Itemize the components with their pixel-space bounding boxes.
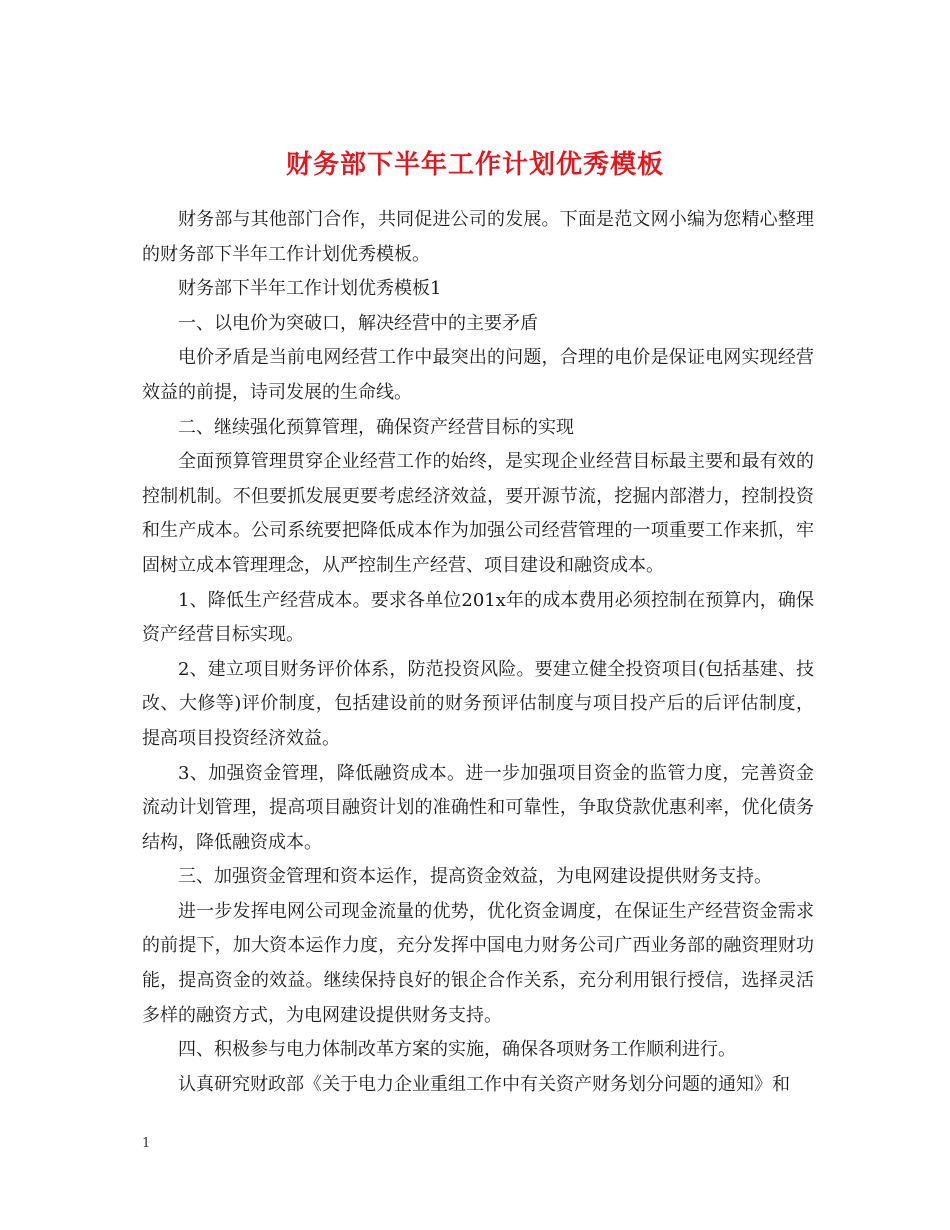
paragraph: 全面预算管理贯穿企业经营工作的始终，是实现企业经营目标最主要和最有效的控制机制。不但要抓发展更要考虑经济效益，要开源节流，挖掘内部潜力，控制投资和生产成本。公司系统要把降低成本作为加强公司经营管理的一项重要工作来抓，牢固树立成本管理理念，从严控制生产经营、项目建设和融资成本。 [142,451,814,576]
document-title: 财务部下半年工作计划优秀模板 [285,150,664,181]
section-heading-2: 二、继续强化预算管理，确保资产经营目标的实现 [178,416,574,438]
list-item-2: 2、建立项目财务评价体系，防范投资风险。要建立健全投资项目(包括基建、技改、大修等)评价制度，包括建设前的财务预评估制度与项目投产后的后评估制度，提高项目投资经济效益。 [142,658,814,749]
page-number: 1 [142,1136,151,1151]
section-heading-4: 四、积极参与电力体制改革方案的实施，确保各项财务工作顺利进行。 [178,1039,736,1061]
document-body [142,203,814,1102]
paragraph: 电价矛盾是当前电网经营工作中最突出的问题，合理的电价是保证电网实现经营效益的前提，诗司发展的生命线。 [142,347,814,403]
section-heading-1: 一、以电价为突破口，解决经营中的主要矛盾 [178,312,538,334]
section-heading-3: 三、加强资金管理和资本运作，提高资金效益，为电网建设提供财务支持。 [178,866,772,888]
paragraph-intro: 财务部与其他部门合作，共同促进公司的发展。下面是范文网小编为您精心整理的财务部下半年工作计划优秀模板。 [142,209,814,265]
paragraph: 进一步发挥电网公司现金流量的优势，优化资金调度，在保证生产经营资金需求的前提下，加大资本运作力度，充分发挥中国电力财务公司广西业务部的融资理财功能，提高资金的效益。继续保持良好的银企合作关系，充分利用银行授信，选择灵活多样的融资方式，为电网建设提供财务支持。 [142,900,814,1026]
paragraph: 认真研究财政部《关于电力企业重组工作中有关资产财务划分问题的通知》和 [178,1073,790,1095]
list-item-3: 3、加强资金管理，降低融资成本。进一步加强项目资金的监管力度，完善资金流动计划管理，提高项目融资计划的准确性和可靠性，争取贷款优惠利率，优化债务结构，降低融资成本。 [142,762,814,853]
list-item-1: 1、降低生产经营成本。要求各单位201x年的成本费用必须控制在预算内，确保资产经营目标实现。 [142,589,814,646]
paragraph-template-heading: 财务部下半年工作计划优秀模板1 [178,278,442,300]
